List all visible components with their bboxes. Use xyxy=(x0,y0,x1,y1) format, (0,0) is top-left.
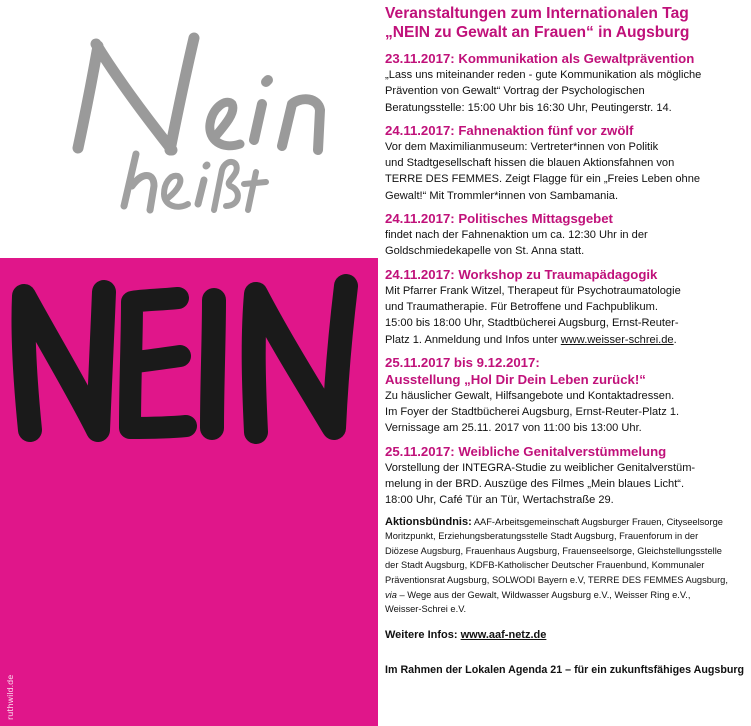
nein-grey-word xyxy=(78,38,320,150)
alliance-list: Aktionsbündnis: AAF-Arbeitsgemeinschaft Augsburger Frauen, Cityseelsorge Moritzpunkt, Erziehungsberatungsstelle Stadt Augsburg, Frauenforum in der Diözese Augsburg, Frauenhaus Augsburg, Frauenseelsorge, Gleichstellungsstelle der Stadt Augsburg, KDFB-Katholischer Deutscher Frauenbund, Kommunaler Präventionsrat Augsburg, SOLWODI Bayern e.V, TERRE DES FEMMES Augsburg, via – Wege aus der Gewalt, Wildwasser Augsburg e.V., Weisser Ring e.V., Weisser-Schrei e.V. xyxy=(385,515,728,615)
event-3 xyxy=(385,210,747,260)
event-title: 24.11.2017: Politisches Mittagsgebet xyxy=(385,211,613,227)
nein-black-word xyxy=(23,286,346,432)
weisser-schrei-link[interactable]: www.weisser-schrei.de xyxy=(560,333,674,346)
event-title: 23.11.2017: Kommunikation als Gewaltprävention xyxy=(385,51,695,66)
event-program xyxy=(385,4,747,676)
event-title: 24.11.2017: Workshop zu Traumapädagogik xyxy=(385,266,658,282)
event-title: 24.11.2017: Fahnenaktion fünf vor zwölf xyxy=(385,122,634,138)
event-title: 25.11.2017: Weibliche Genitalverstümmelung xyxy=(385,443,667,459)
event-5 xyxy=(385,354,747,437)
event-description: Vor dem Maximilianmuseum: Vertreter*innen von Politik und Stadtgesellschaft hissen die blauen Aktionsfahnen von TERRE DES FEMMES. Zeigt Flagge für ein „Freies Leben ohne Gewalt!“ Mit Trommler*innen von Sambamania. xyxy=(385,140,701,202)
more-info: Weitere Infos: www.aaf-netz.de xyxy=(385,628,547,641)
event-title: 25.11.2017 bis 9.12.2017: xyxy=(385,354,540,370)
page-title: Veranstaltungen zum Internationalen Tag „NEIN zu Gewalt an Frauen“ in Augsburg xyxy=(385,5,690,41)
event-6 xyxy=(385,443,747,509)
event-4 xyxy=(385,266,747,348)
aaf-netz-link[interactable]: www.aaf-netz.de xyxy=(460,628,547,641)
event-description: Vorstellung der INTEGRA-Studie zu weiblicher Genitalverstüm- melung in der BRD. Auszüge des Filmes „Mein blaues Licht“. 18:00 Uhr, Café Tür an Tür, Wertachstraße 29. xyxy=(385,461,696,507)
alliance-label: Aktionsbündnis: xyxy=(385,515,472,528)
agenda-footer: Im Rahmen der Lokalen Agenda 21 – für ein zukunftsfähiges Augsburg xyxy=(385,663,745,676)
event-description: Zu häuslicher Gewalt, Hilfsangebote und Kontaktadressen. Im Foyer der Stadtbücherei Augsburg, Ernst-Reuter-Platz 1. Vernissage am 25.11. 2017 von 11:00 bis 13:00 Uhr. xyxy=(385,389,680,435)
poster-credit: ruthwild.de xyxy=(6,674,15,720)
event-1 xyxy=(385,50,747,116)
event-2 xyxy=(385,122,747,204)
event-subtitle: Ausstellung „Hol Dir Dein Leben zurück!“ xyxy=(385,371,646,387)
event-description: findet nach der Fahnenaktion um ca. 12:30 Uhr in der Goldschmiedekapelle von St. Anna statt. xyxy=(385,229,648,258)
event-description: „Lass uns miteinander reden - gute Kommunikation als mögliche Prävention von Gewalt“ Vortrag der Psychologischen Beratungsstelle: 15:00 Uhr bis 16:30 Uhr, Peutingerstr. 14. xyxy=(385,69,702,114)
heisst-grey-word xyxy=(124,154,266,210)
event-description: Mit Pfarrer Frank Witzel, Therapeut für Psychotraumatologie und Traumatherapie. Für Betroffene und Fachpublikum. 15:00 bis 18:00 Uhr, Stadtbücherei Augsburg, Ernst-Reuter- Platz 1. Anmeldung und Infos unter www.weisser-schrei.de. xyxy=(385,284,681,346)
